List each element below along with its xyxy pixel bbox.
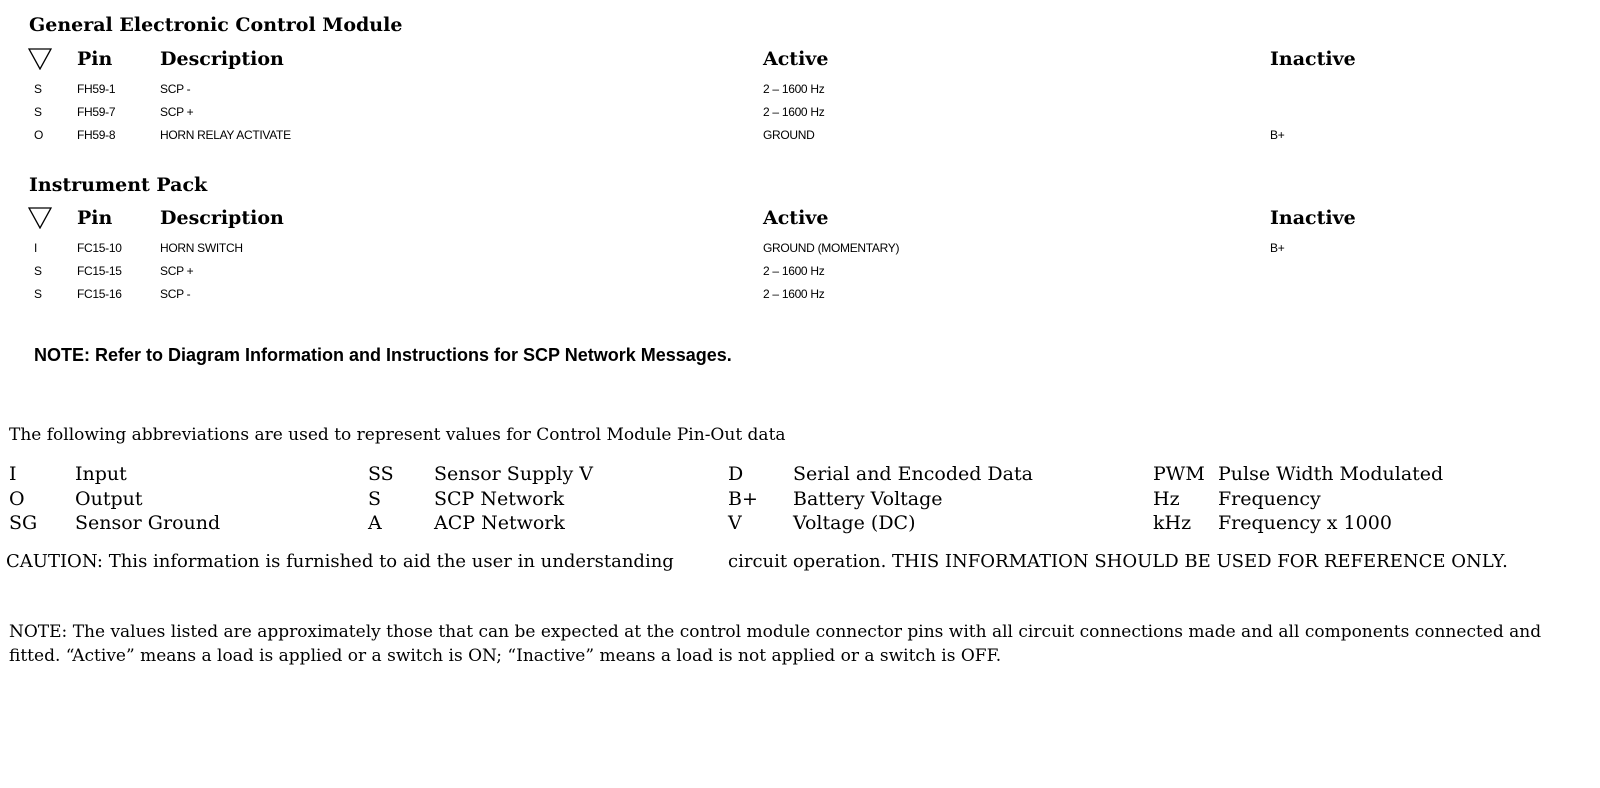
- abbr-code: V: [728, 512, 742, 534]
- row-pin: FC15-10: [77, 241, 122, 255]
- header-description: Description: [160, 207, 284, 229]
- abbr-code: Hz: [1153, 488, 1180, 510]
- row-type: S: [34, 264, 42, 278]
- caution-text-part2: circuit operation. THIS INFORMATION SHOULD BE USED FOR REFERENCE ONLY.: [728, 551, 1508, 572]
- abbr-meaning: Voltage (DC): [793, 512, 916, 534]
- row-active: 2 – 1600 Hz: [763, 105, 825, 119]
- row-description: SCP +: [160, 264, 194, 278]
- signal-direction-icon: [28, 48, 52, 70]
- abbr-code: B+: [728, 488, 758, 510]
- row-pin: FC15-15: [77, 264, 122, 278]
- values-note: NOTE: The values listed are approximately those that can be expected at the control module connector pins with all circuit connections made and all components connected and fitted. “Active” means a load is applied or a switch is ON; “Inactive” means a load is not applied or a switch is OFF.: [9, 622, 1542, 666]
- scp-network-note: NOTE: Refer to Diagram Information and Instructions for SCP Network Messages.: [34, 345, 732, 365]
- abbr-meaning: Serial and Encoded Data: [793, 463, 1033, 485]
- row-description: HORN RELAY ACTIVATE: [160, 128, 291, 142]
- section-title-gecm: General Electronic Control Module: [29, 14, 403, 36]
- row-pin: FC15-16: [77, 287, 122, 301]
- abbr-meaning: Output: [75, 488, 143, 510]
- row-type: S: [34, 287, 42, 301]
- row-inactive: B+: [1270, 128, 1285, 142]
- header-inactive: Inactive: [1270, 207, 1356, 229]
- row-description: SCP -: [160, 82, 191, 96]
- row-active: 2 – 1600 Hz: [763, 264, 825, 278]
- header-pin: Pin: [77, 48, 113, 70]
- abbr-code: SS: [368, 463, 394, 485]
- header-pin: Pin: [77, 207, 113, 229]
- row-type: I: [34, 241, 38, 255]
- abbr-code: D: [728, 463, 744, 485]
- row-active: GROUND: [763, 128, 815, 142]
- abbr-code: PWM: [1153, 463, 1205, 485]
- row-description: HORN SWITCH: [160, 241, 243, 255]
- row-description: SCP -: [160, 287, 191, 301]
- abbr-code: kHz: [1153, 512, 1192, 534]
- header-inactive: Inactive: [1270, 48, 1356, 70]
- header-description: Description: [160, 48, 284, 70]
- row-inactive: B+: [1270, 241, 1285, 255]
- abbr-code: A: [368, 512, 382, 534]
- row-type: O: [34, 128, 44, 142]
- header-active: Active: [763, 207, 829, 229]
- abbr-meaning: Sensor Supply V: [434, 463, 593, 485]
- header-active: Active: [763, 48, 829, 70]
- row-active: 2 – 1600 Hz: [763, 287, 825, 301]
- caution-text-part1: CAUTION: This information is furnished to aid the user in understanding: [6, 551, 674, 572]
- signal-direction-icon: [28, 207, 52, 229]
- row-pin: FH59-1: [77, 82, 116, 96]
- row-type: S: [34, 82, 42, 96]
- abbr-meaning: Frequency x 1000: [1218, 512, 1392, 534]
- abbr-code: I: [9, 463, 17, 485]
- abbr-code: S: [368, 488, 382, 510]
- abbr-meaning: SCP Network: [434, 488, 565, 510]
- row-active: 2 – 1600 Hz: [763, 82, 825, 96]
- abbr-meaning: Sensor Ground: [75, 512, 221, 534]
- abbr-code: O: [9, 488, 25, 510]
- row-active: GROUND (MOMENTARY): [763, 241, 900, 255]
- abbr-meaning: Pulse Width Modulated: [1218, 463, 1444, 485]
- row-pin: FH59-8: [77, 128, 116, 142]
- row-pin: FH59-7: [77, 105, 116, 119]
- abbr-meaning: ACP Network: [434, 512, 565, 534]
- abbr-code: SG: [9, 512, 38, 534]
- row-description: SCP +: [160, 105, 194, 119]
- abbr-meaning: Frequency: [1218, 488, 1321, 510]
- section-title-instrument-pack: Instrument Pack: [29, 174, 208, 196]
- row-type: S: [34, 105, 42, 119]
- abbr-meaning: Input: [75, 463, 127, 485]
- abbreviations-intro: The following abbreviations are used to represent values for Control Module Pin-Out data: [9, 425, 786, 445]
- abbr-meaning: Battery Voltage: [793, 488, 943, 510]
